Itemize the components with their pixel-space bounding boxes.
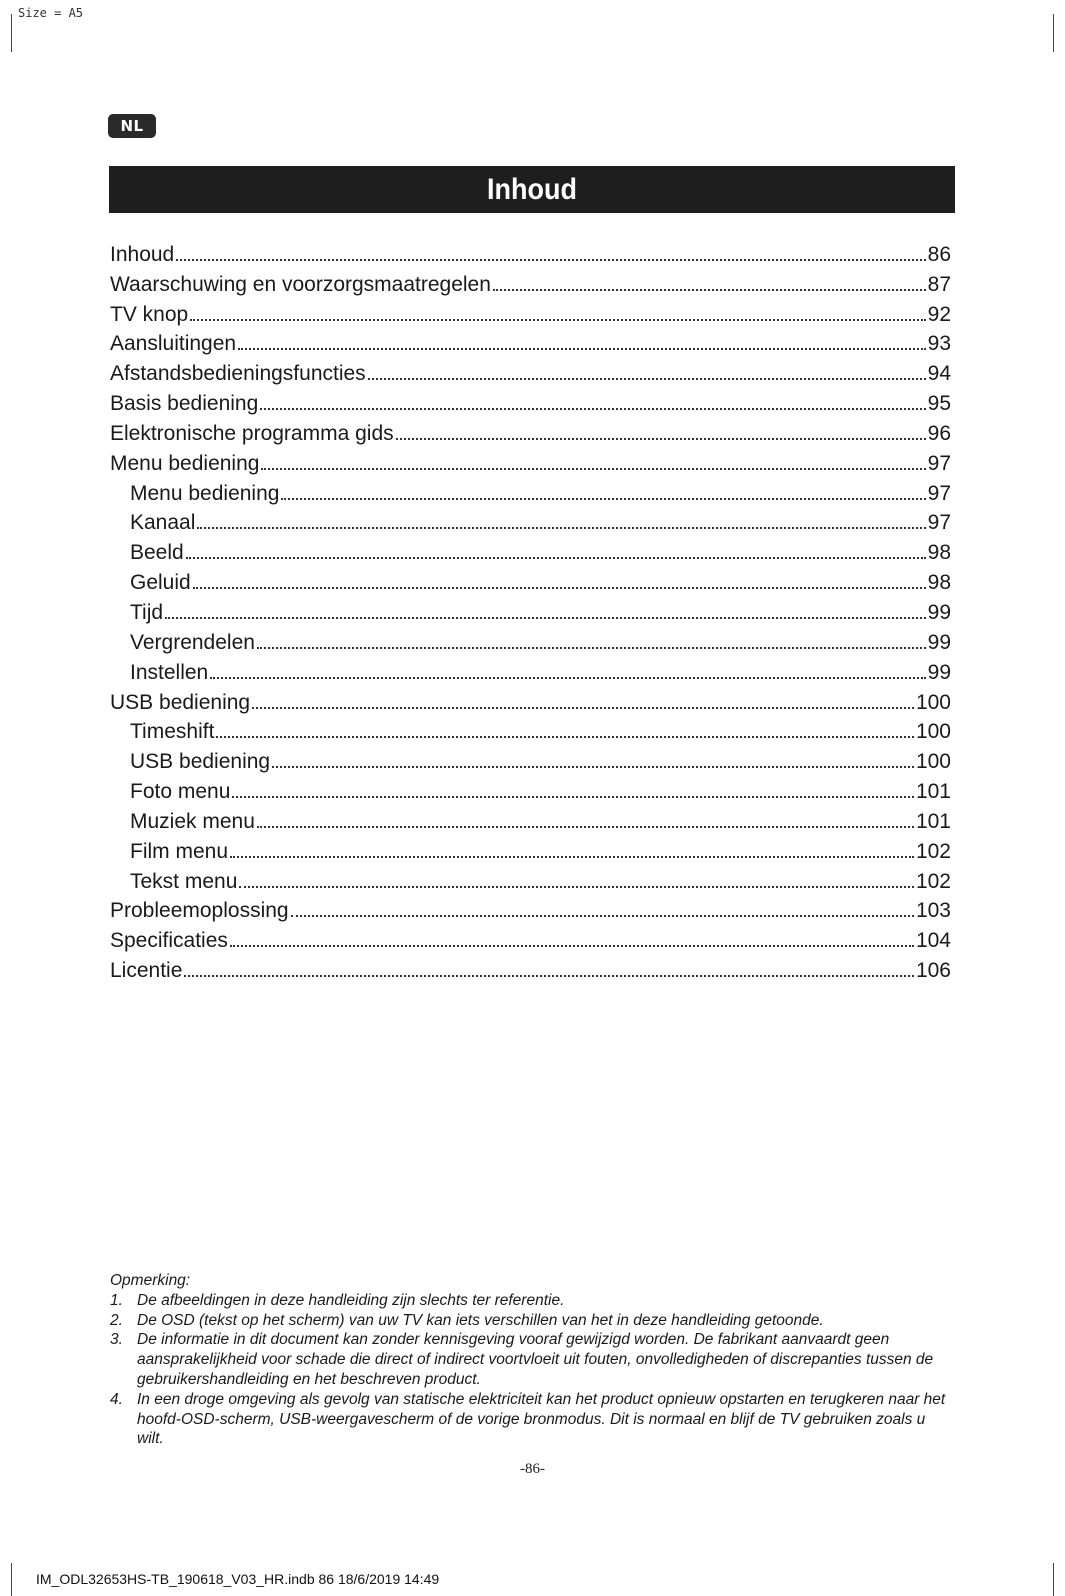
toc-entry[interactable] <box>110 834 951 864</box>
note-item <box>110 1390 955 1449</box>
toc-entry[interactable] <box>110 774 951 804</box>
toc-entry-page: 99 <box>927 660 951 684</box>
toc-entry-title: Licentie <box>110 959 183 983</box>
toc-entry-title: Inhoud <box>110 242 175 266</box>
note-text: In een droge omgeving als gevolg van statische elektriciteit kan het product opnieuw opstarten en terugkeren naar het hoofd-OSD-scherm, USB-weergavescherm of de vorige bronmodus. Dit is normaal en blijf de TV gebruiken zoals u wilt. <box>137 1390 946 1448</box>
crop-mark-top-left <box>11 14 12 52</box>
toc-entry[interactable] <box>110 625 951 655</box>
toc-entry-title: Probleemoplossing <box>110 899 289 923</box>
toc-entry-title: Foto menu <box>130 780 231 804</box>
toc-entry-page: 93 <box>927 332 951 356</box>
toc-entry-title: Instellen <box>130 660 209 684</box>
toc-dot-leader <box>396 438 926 440</box>
toc-entry-page: 97 <box>927 511 951 535</box>
toc-entry-title: Tekst menu <box>130 869 238 893</box>
toc-entry[interactable] <box>110 446 951 476</box>
toc-entry[interactable] <box>110 685 951 715</box>
toc-entry-page: 99 <box>927 630 951 654</box>
note-text: De afbeeldingen in deze handleiding zijn slechts ter referentie. <box>137 1291 565 1309</box>
note-number: 2. <box>110 1311 123 1329</box>
toc-dot-leader <box>252 707 914 709</box>
toc-entry-title: Afstandsbedieningsfuncties <box>110 362 366 386</box>
toc-entry[interactable] <box>110 595 951 625</box>
print-size-label: Size = A5 <box>18 6 84 20</box>
toc-dot-leader <box>493 289 926 291</box>
toc-dot-leader <box>165 617 926 619</box>
notes-list <box>110 1291 955 1449</box>
toc-entry-page: 103 <box>915 899 951 923</box>
toc-entry-page: 101 <box>915 809 951 833</box>
toc-entry[interactable] <box>110 894 951 924</box>
note-number: 3. <box>110 1331 123 1349</box>
toc-entry-page: 102 <box>915 839 951 863</box>
toc-entry-page: 98 <box>927 571 951 595</box>
toc-dot-leader <box>210 677 925 679</box>
toc-entry-page: 99 <box>927 600 951 624</box>
toc-dot-leader <box>291 915 914 917</box>
toc-entry[interactable] <box>110 476 951 506</box>
toc-dot-leader <box>176 259 925 261</box>
toc-dot-leader <box>232 796 914 798</box>
crop-mark-bottom-right <box>1053 1563 1054 1596</box>
toc-dot-leader <box>238 348 926 350</box>
note-item <box>110 1330 955 1389</box>
toc-dot-leader <box>272 766 914 768</box>
toc-dot-leader <box>230 856 914 858</box>
note-item <box>110 1311 955 1331</box>
toc-entry-title: Waarschuwing en voorzorgsmaatregelen <box>110 272 491 296</box>
page-number: -86- <box>520 1461 545 1477</box>
note-text: De OSD (tekst op het scherm) van uw TV kan iets verschillen van het in deze handleiding getoonde. <box>137 1311 824 1329</box>
toc-entry-title: Elektronische programma gids <box>110 421 394 445</box>
language-badge: NL <box>108 114 156 138</box>
notes-heading: Opmerking: <box>110 1272 191 1289</box>
toc-entry-page: 96 <box>927 421 951 445</box>
toc-entry[interactable] <box>110 715 951 745</box>
toc-entry-page: 86 <box>927 242 951 266</box>
toc-entry-title: Geluid <box>130 571 191 595</box>
toc-entry-page: 106 <box>915 959 951 983</box>
toc-entry-page: 102 <box>915 869 951 893</box>
toc-entry-title: TV knop <box>110 302 189 326</box>
toc-dot-leader <box>190 319 925 321</box>
toc-entry-page: 97 <box>927 451 951 475</box>
toc-entry-title: Basis bediening <box>110 392 259 416</box>
toc-entry[interactable] <box>110 864 951 894</box>
toc-entry-title: USB bediening <box>130 750 271 774</box>
toc-entry-title: Tijd <box>130 600 164 624</box>
toc-entry[interactable] <box>110 506 951 536</box>
toc-entry-title: Timeshift <box>130 720 215 744</box>
toc-entry[interactable] <box>110 267 951 297</box>
toc-dot-leader <box>260 408 925 410</box>
note-number: 4. <box>110 1390 123 1408</box>
toc-entry-title: Film menu <box>130 839 229 863</box>
toc-entry[interactable] <box>110 923 951 953</box>
toc-entry-page: 100 <box>915 720 951 744</box>
toc-entry-title: Vergrendelen <box>130 630 255 654</box>
toc-dot-leader <box>239 886 914 888</box>
toc-entry-title: Kanaal <box>130 511 196 535</box>
toc-entry-title: Menu bediening <box>130 481 280 505</box>
toc-entry[interactable] <box>110 327 951 357</box>
toc-entry-page: 95 <box>927 392 951 416</box>
toc-entry-title: USB bediening <box>110 690 251 714</box>
title-bar <box>109 166 955 213</box>
toc-entry[interactable] <box>110 416 951 446</box>
toc-entry-title: Menu bediening <box>110 451 260 475</box>
toc-entry-page: 104 <box>915 929 951 953</box>
footer-file-info: IM_ODL32653HS-TB_190618_V03_HR.indb 86 18/6/2019 14:49 <box>36 1571 440 1587</box>
toc-entry[interactable] <box>110 953 951 983</box>
note-number: 1. <box>110 1291 123 1309</box>
toc-dot-leader <box>261 468 925 470</box>
toc-entry-title: Beeld <box>130 541 184 565</box>
toc-dot-leader <box>368 378 926 380</box>
toc-entry[interactable] <box>110 655 951 685</box>
toc-entry[interactable] <box>110 535 951 565</box>
toc-dot-leader <box>230 945 914 947</box>
toc-entry-page: 100 <box>915 750 951 774</box>
toc-entry[interactable] <box>110 386 951 416</box>
toc-dot-leader <box>257 826 914 828</box>
crop-mark-top-right <box>1053 14 1054 52</box>
table-of-contents <box>110 237 951 983</box>
toc-entry-page: 87 <box>927 272 951 296</box>
toc-entry[interactable] <box>110 744 951 774</box>
page-title: Inhoud <box>487 172 577 206</box>
toc-entry-page: 98 <box>927 541 951 565</box>
toc-dot-leader <box>186 557 926 559</box>
toc-entry-title: Specificaties <box>110 929 228 953</box>
toc-dot-leader <box>216 736 914 738</box>
toc-dot-leader <box>193 587 926 589</box>
toc-entry[interactable] <box>110 237 951 267</box>
toc-dot-leader <box>281 498 925 500</box>
crop-mark-bottom-left <box>11 1563 12 1596</box>
notes-section <box>110 1271 955 1449</box>
toc-dot-leader <box>257 647 926 649</box>
toc-entry-title: Muziek menu <box>130 809 255 833</box>
toc-entry-page: 97 <box>927 481 951 505</box>
toc-entry-page: 100 <box>915 690 951 714</box>
toc-entry-page: 94 <box>927 362 951 386</box>
toc-entry[interactable] <box>110 565 951 595</box>
note-item <box>110 1291 955 1311</box>
toc-entry[interactable] <box>110 356 951 386</box>
toc-entry-title: Aansluitingen <box>110 332 237 356</box>
note-text: De informatie in dit document kan zonder kennisgeving vooraf gewijzigd worden. De fabrikant aanvaardt geen aansprakelijkheid voor schade die direct of indirect voortvloeit uit fouten, onvolledigheden of discrepanties tussen de gebruikershandleiding en het beschreven product. <box>137 1331 934 1388</box>
toc-dot-leader <box>197 527 925 529</box>
toc-entry[interactable] <box>110 297 951 327</box>
toc-entry-page: 101 <box>915 780 951 804</box>
toc-entry[interactable] <box>110 804 951 834</box>
toc-dot-leader <box>184 975 914 977</box>
toc-entry-page: 92 <box>927 302 951 326</box>
